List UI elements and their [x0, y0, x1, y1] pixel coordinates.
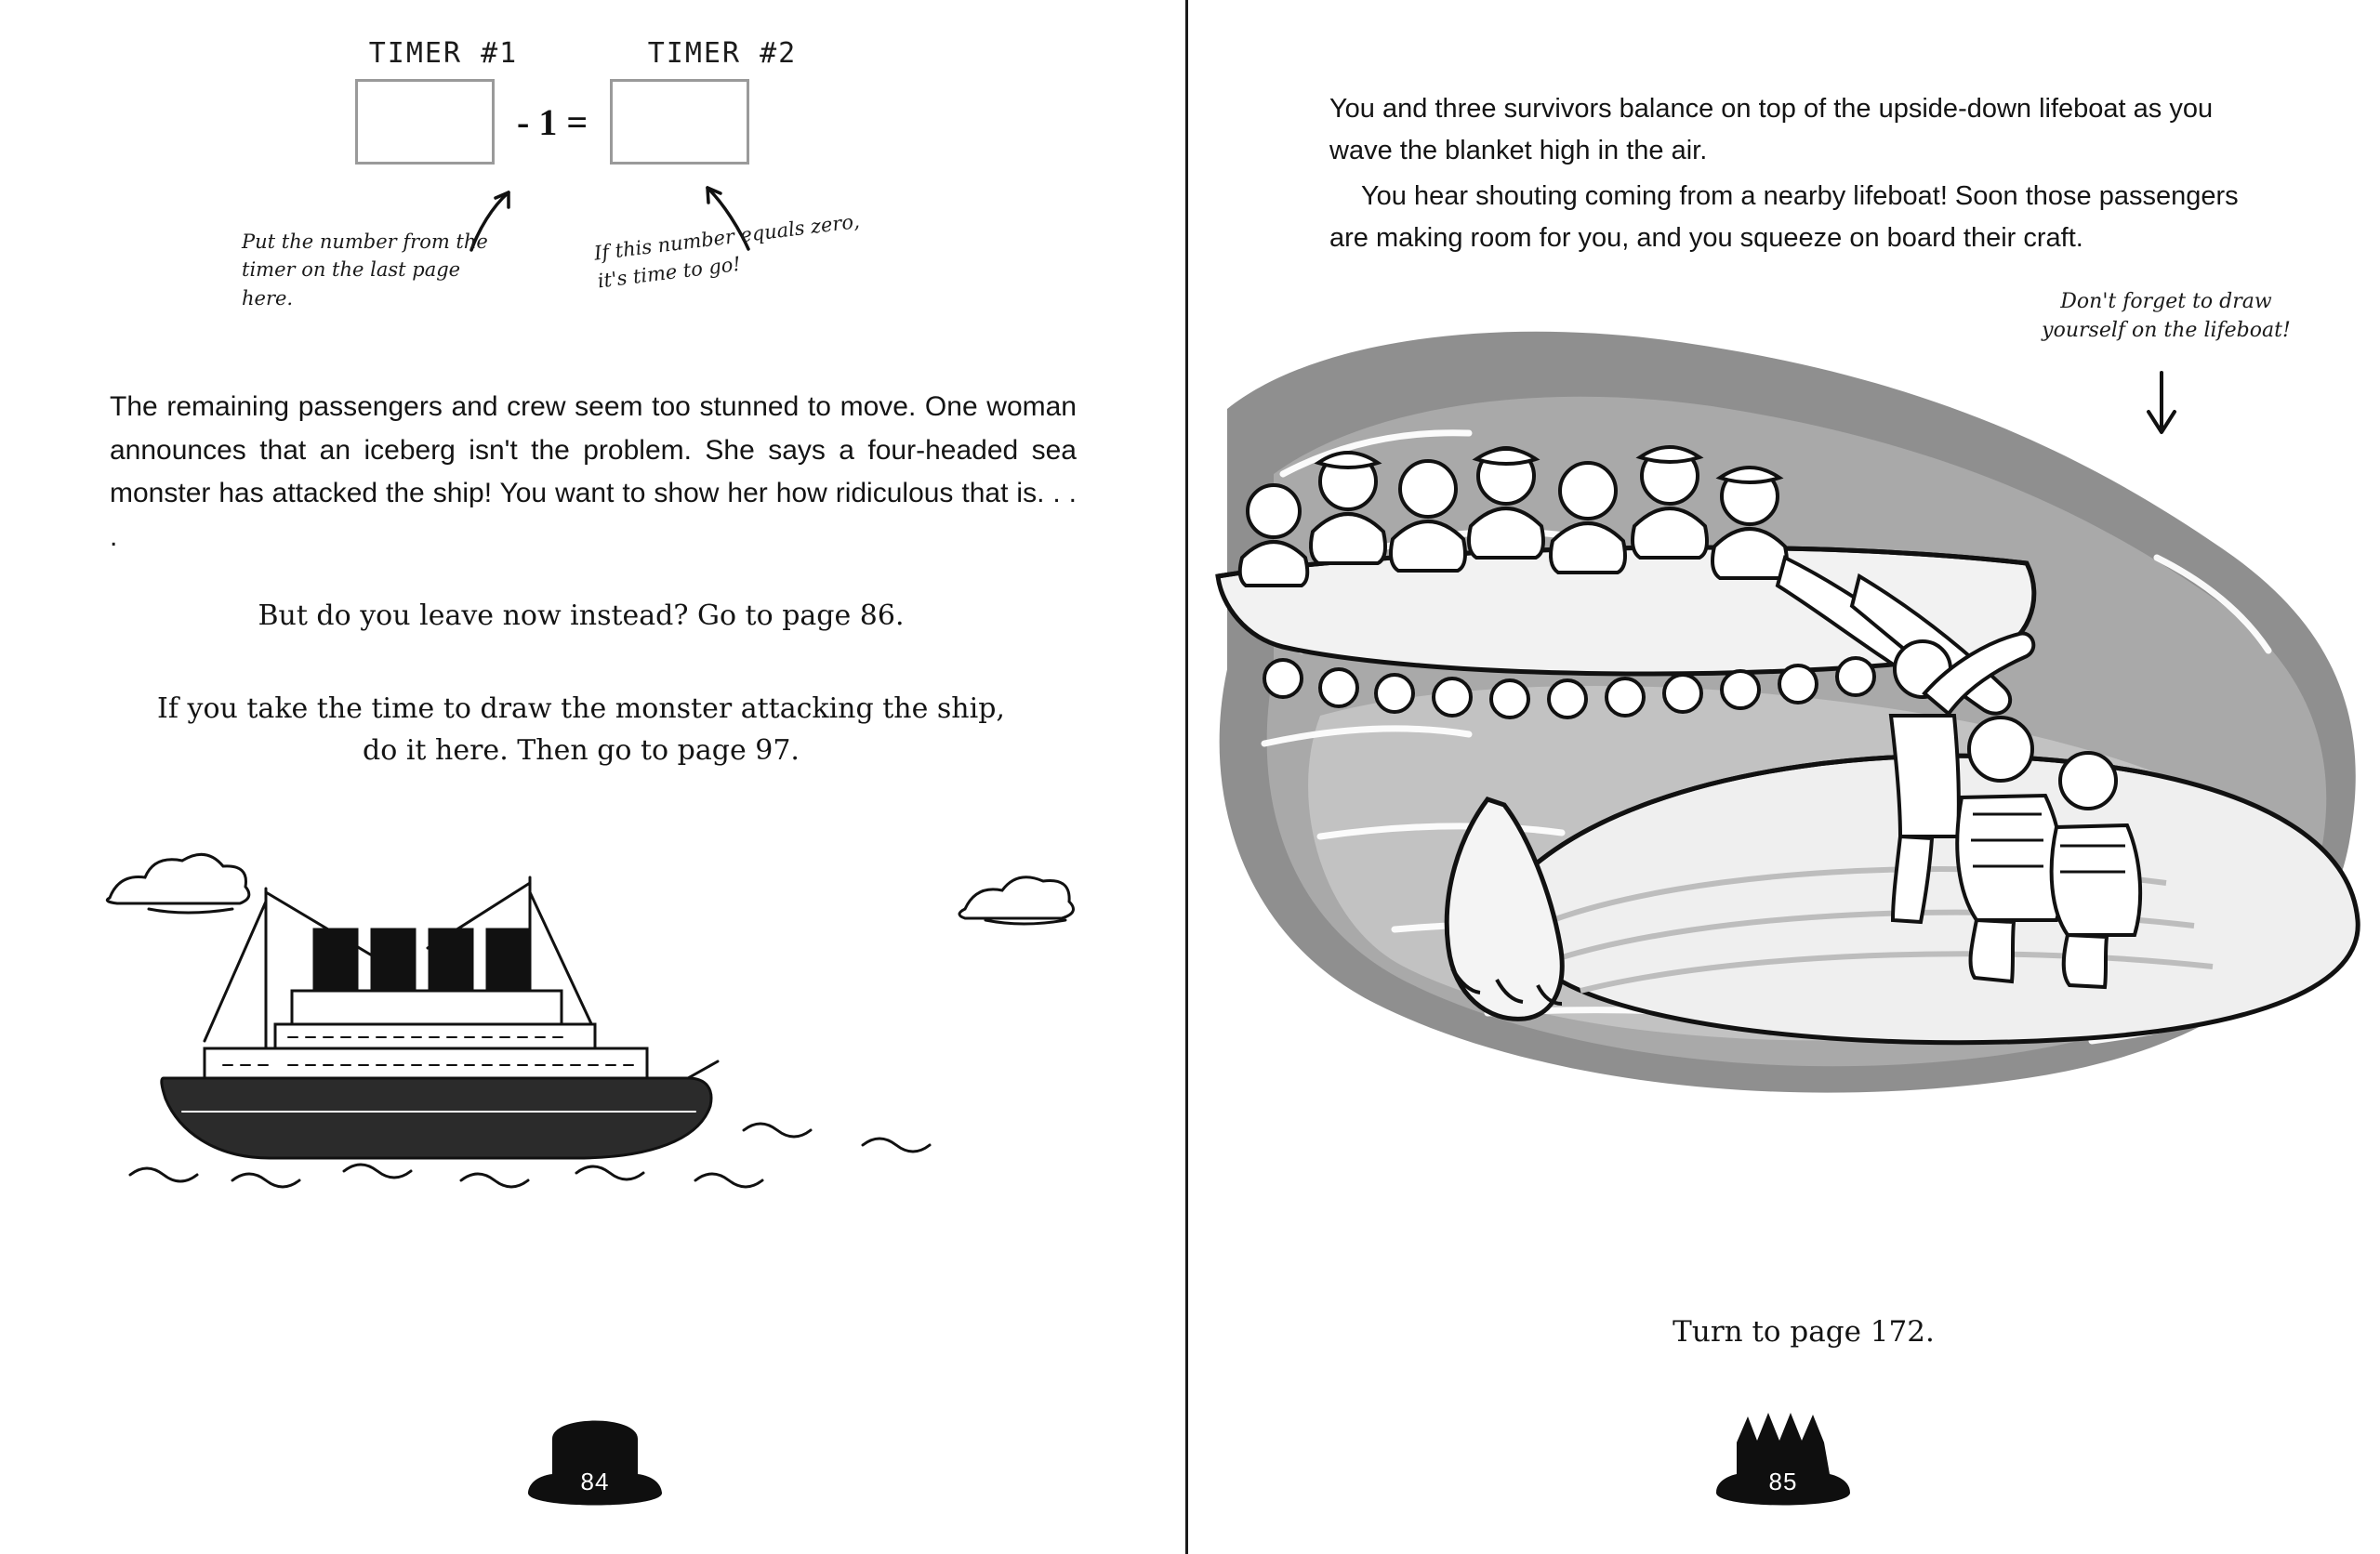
- left-page: [0, 0, 1188, 1554]
- timer-2-input[interactable]: [610, 79, 749, 165]
- timer-2-hint: If this number equals zero, it's time to go!: [592, 209, 861, 293]
- page-badge-left: [521, 1405, 669, 1517]
- timer-operator: - 1 =: [517, 100, 588, 143]
- crown-hat-icon: [1709, 1405, 1858, 1517]
- timer-2-label: TIMER #2: [647, 37, 798, 70]
- timer-labels: [307, 37, 958, 70]
- choice-option-1[interactable]: But do you leave now instead? Go to page 86.: [258, 599, 905, 632]
- page-number-left: 84: [580, 1468, 610, 1495]
- overturned-lifeboat-rescue-illustration: [1209, 279, 2380, 1301]
- right-body-text: [1329, 88, 2278, 259]
- choice-option-2[interactable]: If you take the time to draw the monster attacking the ship, do it here. Then go to page 97.: [157, 692, 1005, 767]
- timer-1-input[interactable]: [355, 79, 495, 165]
- draw-yourself-note: Don't forget to draw yourself on the lifeboat!: [2042, 290, 2291, 342]
- timer-1-label: TIMER #1: [368, 37, 519, 70]
- turn-to-page-line[interactable]: Turn to page 172.: [1673, 1315, 1935, 1349]
- top-hat-icon: [521, 1405, 669, 1517]
- right-paragraph-2: You hear shouting coming from a nearby lifeboat! Soon those passengers are making room for you, and you squeeze on board their craft.: [1329, 180, 2239, 253]
- timer-widget: [242, 37, 958, 316]
- ocean-liner-illustration: [93, 799, 1097, 1190]
- page-badge-right: [1709, 1405, 1858, 1517]
- left-body-text: The remaining passengers and crew seem too stunned to move. One woman announces that an iceberg isn't the problem. She says a four-headed sea monster has attacked the ship! You want to show her how ridiculous that is. . . .: [110, 391, 1077, 552]
- timer-1-hint: Put the number from the timer on the last page here.: [242, 230, 488, 309]
- timer-row: [307, 79, 958, 165]
- page-number-right: 85: [1768, 1468, 1798, 1495]
- right-paragraph-1: You and three survivors balance on top of the upside-down lifeboat as you wave the blanket high in the air.: [1329, 94, 2214, 165]
